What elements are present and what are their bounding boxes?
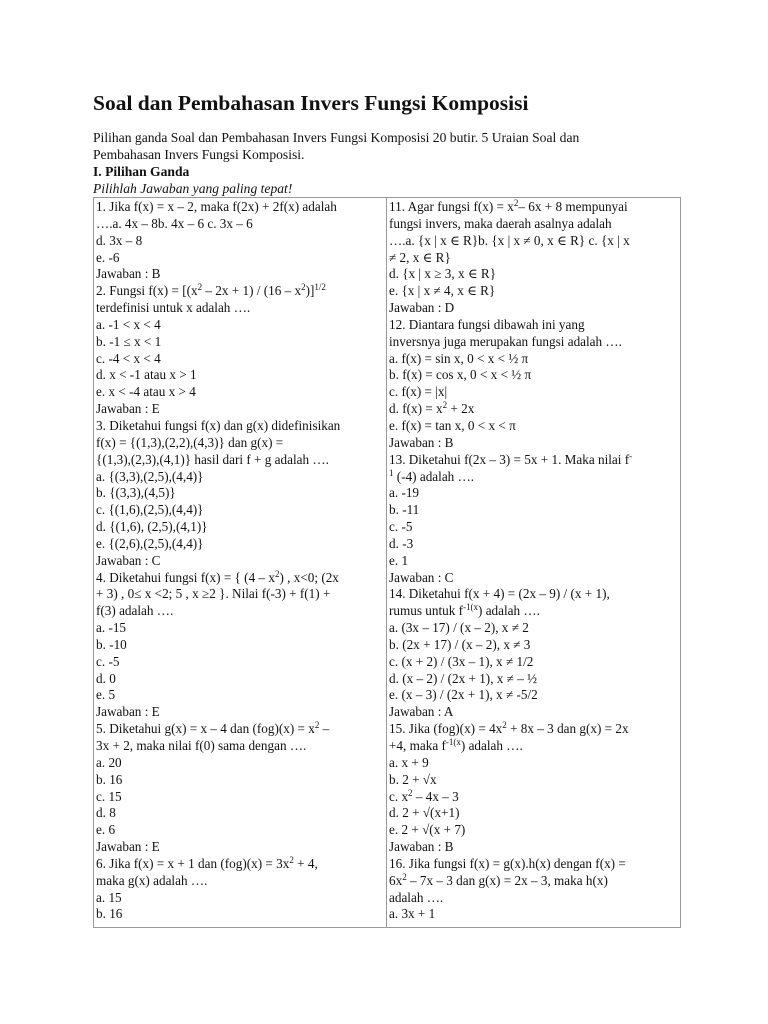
question-line: e. {x | x ≠ 4, x ∈ R} bbox=[389, 283, 496, 299]
question-line: e. -6 bbox=[96, 249, 120, 265]
question-line: b. f(x) = cos x, 0 < x < ½ π bbox=[389, 367, 532, 383]
question-line: c. {(1,6),(2,5),(4,4)} bbox=[96, 502, 204, 518]
question-line: c. -4 < x < 4 bbox=[96, 350, 161, 366]
question-line: b. {(3,3),(4,5)} bbox=[96, 485, 176, 501]
question-line: 2. Fungsi $f(x) = [(x^2 - 2x + 1) / (16 - x^2)]^{1/2}$ bbox=[96, 283, 326, 299]
question-line: e. 5 bbox=[96, 687, 116, 703]
question-line: ….a. 4x – 8b. 4x – 6 c. 3x – 6 bbox=[96, 215, 253, 231]
question-line: c. -5 bbox=[96, 653, 120, 669]
question-line: f(x) = {(1,3),(2,2),(4,3)} dan g(x) = bbox=[96, 434, 284, 450]
question-line: terdefinisi untuk x adalah …. bbox=[96, 300, 251, 316]
question-line: e. 1 bbox=[389, 552, 409, 568]
question-line: Jawaban : C bbox=[389, 569, 454, 585]
section-heading: I. Pilihan Ganda bbox=[93, 164, 190, 179]
question-line: a. 20 bbox=[96, 754, 122, 770]
question-line: Jawaban : C bbox=[96, 552, 161, 568]
question-line: ≠ 2, x ∈ R} bbox=[389, 249, 451, 265]
question-line: a. -19 bbox=[389, 485, 420, 501]
left-question-column bbox=[94, 198, 387, 928]
instruction-text: Pilihlah Jawaban yang paling tepat! bbox=[93, 181, 293, 196]
question-line: e. 2 + √(x + 7) bbox=[389, 822, 466, 838]
question-line: 5. Diketahui g(x) = x – 4 dan $(fog)(x) = x^2$ – bbox=[96, 721, 330, 737]
question-line: a. x + 9 bbox=[389, 754, 429, 770]
question-line: d. {(1,6), (2,5),(4,1)} bbox=[96, 519, 208, 535]
intro-line: Pembahasan Invers Fungsi Komposisi. bbox=[93, 147, 305, 162]
question-line: $^1$ (-4) adalah …. bbox=[389, 468, 475, 484]
question-line: b. 16 bbox=[96, 906, 123, 922]
question-line: c. $x^2 - 4x - 3$ bbox=[389, 788, 459, 804]
question-line: d. x < -1 atau x > 1 bbox=[96, 367, 197, 383]
question-line: rumus untuk $f^{-1(x}$) adalah …. bbox=[389, 603, 540, 619]
question-line: b. -11 bbox=[389, 502, 420, 518]
question-line: $6x^2 - 7x - 3$ dan g(x) = 2x – 3, maka h(x) bbox=[389, 872, 608, 888]
right-question-column bbox=[387, 198, 681, 928]
question-line: a. 15 bbox=[96, 889, 122, 905]
question-line: d. 0 bbox=[96, 670, 116, 686]
question-line: 6. Jika f(x) = x + 1 dan $(fog)(x) = 3x^2 + 4$, bbox=[96, 855, 318, 871]
question-line: 11. Agar fungsi $f(x) = x^2-$ 6x + 8 mempunyai bbox=[389, 199, 628, 214]
question-line: +4, maka $f^{-1(x}$) adalah …. bbox=[389, 738, 523, 753]
question-line: Jawaban : B bbox=[96, 266, 161, 282]
question-line: 15. Jika $(fog)(x) = 4x^2 + 8x - 3$ dan g(x) = 2x bbox=[389, 721, 629, 737]
question-line: 16. Jika fungsi f(x) = g(x).h(x) dengan f(x) = bbox=[389, 855, 626, 871]
question-line: b. -1 ≤ x < 1 bbox=[96, 333, 162, 349]
question-line: 14. Diketahui f(x + 4) = (2x – 9) / (x + 1), bbox=[389, 586, 610, 602]
question-line: d. 2 + √(x+1) bbox=[389, 805, 460, 821]
question-line: f(3) adalah …. bbox=[96, 603, 174, 619]
question-line: d. $f(x) = x^2 + 2x$ bbox=[389, 401, 475, 417]
question-line: Jawaban : E bbox=[96, 839, 160, 855]
question-line: b. -10 bbox=[96, 636, 127, 652]
question-line: b. 2 + √x bbox=[389, 771, 437, 787]
question-line: maka g(x) adalah …. bbox=[96, 872, 208, 888]
question-line: b. (2x + 17) / (x – 2), x ≠ 3 bbox=[389, 636, 531, 652]
question-line: a. (3x – 17) / (x – 2), x ≠ 2 bbox=[389, 620, 529, 636]
question-line: e. {(2,6),(2,5),(4,4)} bbox=[96, 535, 204, 551]
document-page bbox=[93, 84, 678, 928]
question-line: Jawaban : B bbox=[389, 839, 454, 855]
question-line: Jawaban : D bbox=[389, 300, 455, 316]
question-line: 3. Diketahui fungsi f(x) dan g(x) didefinisikan bbox=[96, 417, 341, 433]
question-line: e. (x – 3) / (2x + 1), x ≠ -5/2 bbox=[389, 687, 538, 703]
question-line: a. {(3,3),(2,5),(4,4)} bbox=[96, 468, 204, 484]
question-line: fungsi invers, maka daerah asalnya adalah bbox=[389, 215, 612, 231]
question-line: d. 3x – 8 bbox=[96, 232, 143, 248]
question-line: e. x < -4 atau x > 4 bbox=[96, 384, 196, 400]
question-line: c. f(x) = |x| bbox=[389, 384, 448, 400]
question-table bbox=[93, 197, 681, 928]
question-line: d. (x – 2) / (2x + 1), x ≠ – ½ bbox=[389, 670, 537, 686]
question-line: Jawaban : E bbox=[96, 401, 160, 417]
question-line: a. f(x) = sin x, 0 < x < ½ π bbox=[389, 350, 529, 366]
question-line: c. (x + 2) / (3x – 1), x ≠ 1/2 bbox=[389, 653, 534, 669]
question-line: d. {x | x ≥ 3, x ∈ R} bbox=[389, 266, 497, 282]
question-line: b. 16 bbox=[96, 771, 123, 787]
question-line: inversnya juga merupakan fungsi adalah …. bbox=[389, 333, 622, 349]
question-line: c. -5 bbox=[389, 519, 413, 535]
question-line: c. 15 bbox=[96, 788, 122, 804]
question-line: {(1,3),(2,3),(4,1)} hasil dari f + g adalah …. bbox=[96, 451, 329, 467]
question-line: 13. Diketahui f(2x – 3) = 5x + 1. Maka nilai f- bbox=[389, 451, 633, 467]
intro-line: Pilihan ganda Soal dan Pembahasan Invers Fungsi Komposisi 20 butir. 5 Uraian Soal dan bbox=[93, 130, 580, 145]
question-line: 1. Jika f(x) = x – 2, maka f(2x) + 2f(x) adalah bbox=[96, 199, 337, 214]
question-line: Jawaban : A bbox=[389, 704, 454, 720]
question-line: 3x + 2, maka nilai f(0) sama dengan …. bbox=[96, 738, 307, 753]
question-line: ….a. {x | x ∈ R}b. {x | x ≠ 0, x ∈ R} c. {x | x bbox=[389, 232, 630, 248]
question-line: a. 3x + 1 bbox=[389, 906, 436, 922]
document-title: Soal dan Pembahasan Invers Fungsi Komposisi bbox=[93, 91, 529, 115]
question-line: d. 8 bbox=[96, 805, 116, 821]
question-line: adalah …. bbox=[389, 889, 444, 905]
question-line: Jawaban : B bbox=[389, 434, 454, 450]
question-line: Jawaban : E bbox=[96, 704, 160, 720]
question-line: e. 6 bbox=[96, 822, 116, 838]
question-line: d. -3 bbox=[389, 535, 414, 551]
question-line: e. f(x) = tan x, 0 < x < π bbox=[389, 417, 516, 433]
question-line: a. -15 bbox=[96, 620, 127, 636]
question-line: + 3) , 0≤ x <2; 5 , x ≥2 }. Nilai f(-3) + f(1) + bbox=[96, 586, 331, 602]
question-line: 4. Diketahui fungsi f(x) = { $(4 - x^2)$ , x<0; (2x bbox=[96, 569, 339, 585]
question-line: 12. Diantara fungsi dibawah ini yang bbox=[389, 316, 585, 332]
question-line: a. -1 < x < 4 bbox=[96, 316, 161, 332]
intro-paragraph bbox=[93, 129, 678, 163]
